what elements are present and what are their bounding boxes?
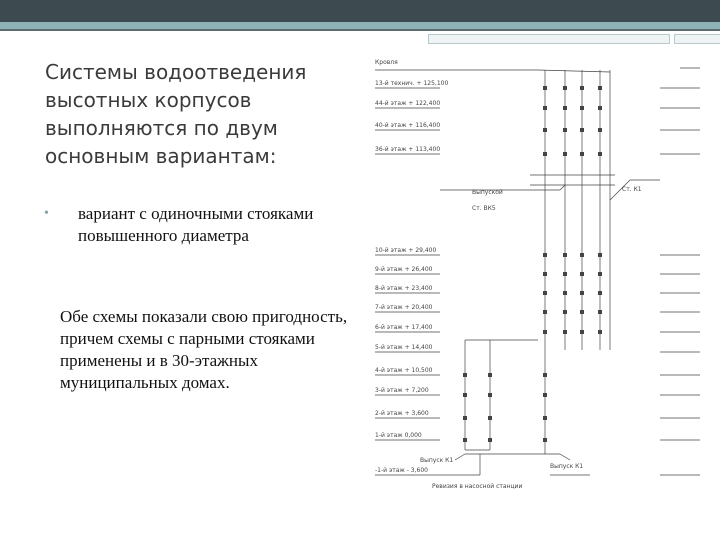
header-accent-line — [0, 29, 720, 31]
floor-label: 40-й этаж + 116,400 — [375, 122, 441, 129]
decorative-bar-small — [674, 34, 720, 44]
outlet-right-label: Выпуск К1 — [550, 463, 584, 470]
floor-label: 7-й этаж + 20,400 — [375, 304, 433, 311]
slide-title: Системы водоотведения высотных корпусов выполняются по двум основным вариантам: — [45, 60, 307, 168]
floor-label: 6-й этаж + 17,400 — [375, 324, 433, 331]
floor-label: 2-й этаж + 3,600 — [375, 410, 429, 417]
header-bar — [0, 0, 720, 22]
floor-label: 44-й этаж + 122,400 — [375, 100, 441, 107]
floor-label: -1-й этаж - 3,600 — [375, 467, 428, 474]
slide-paragraph: Обе схемы показали свою пригодность, причем схемы с парными стояками применены и в 30-этажных муниципальных домах. — [60, 307, 348, 392]
floor-label: 13-й технич. + 125,100 — [375, 80, 449, 87]
floor-label: 1-й этаж 0,000 — [375, 432, 422, 439]
outlet-left-label: Выпуск К1 — [420, 457, 454, 464]
marker-right: Ст. К1 — [622, 186, 642, 193]
floor-label: 10-й этаж + 29,400 — [375, 247, 437, 254]
floor-label: 5-й этаж + 14,400 — [375, 344, 433, 351]
floor-label: 3-й этаж + 7,200 — [375, 387, 429, 394]
diagram-bottom-label: Ревизия в насосной станции — [432, 483, 523, 490]
marker-left-line1: Выпуской — [472, 189, 503, 196]
bullet-item — [44, 203, 330, 247]
header-accent-stripe — [0, 22, 720, 29]
riser-diagram — [360, 50, 705, 500]
floor-label: 36-й этаж + 113,400 — [375, 146, 441, 153]
diagram-top-label: Кровля — [375, 59, 398, 66]
bullet-text: вариант с одиночными стояками повышенного диаметра — [78, 204, 314, 245]
marker-left-line2: Ст. ВК5 — [472, 205, 496, 212]
bullet-dot-icon: • — [44, 206, 49, 221]
floor-label: 4-й этаж + 10,500 — [375, 367, 433, 374]
floor-label: 9-й этаж + 26,400 — [375, 266, 433, 273]
floor-label: 8-й этаж + 23,400 — [375, 285, 433, 292]
decorative-bar — [428, 34, 670, 44]
